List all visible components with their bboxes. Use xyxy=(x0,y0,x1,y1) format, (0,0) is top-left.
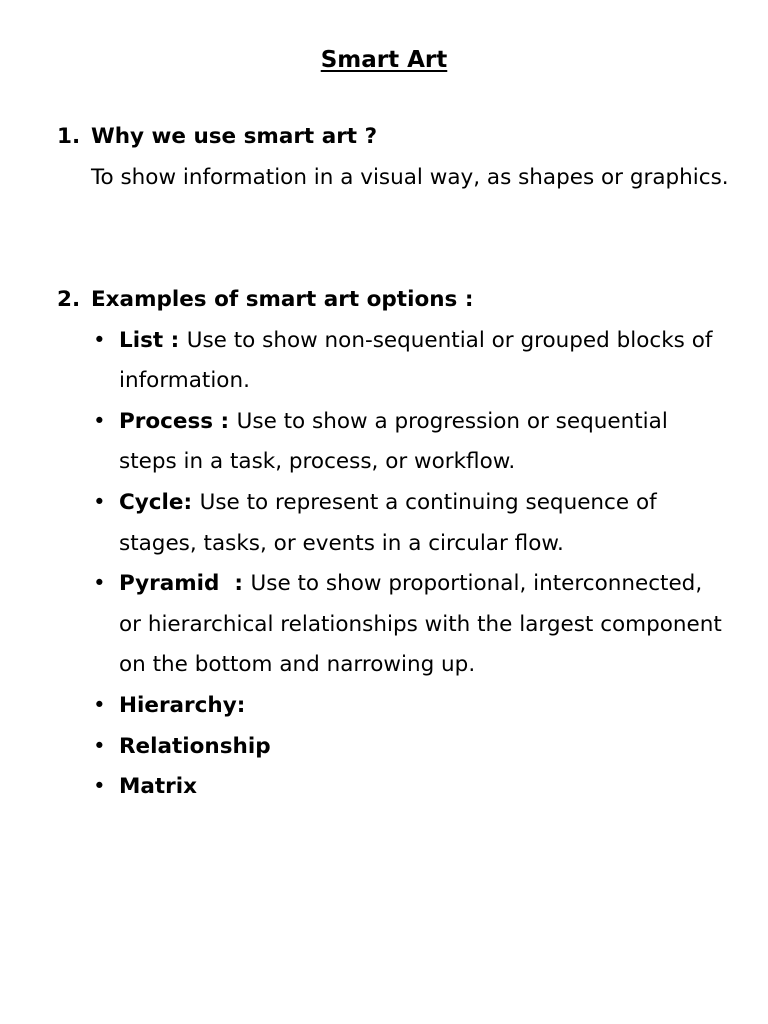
section-body-text: To show information in a visual way, as shapes or graphics. xyxy=(91,164,729,190)
bullet-icon: • xyxy=(93,571,106,597)
item-term: Process : xyxy=(119,408,237,434)
section-examples xyxy=(0,280,768,808)
section-heading: Why we use smart art ? xyxy=(91,124,378,149)
bullet-list xyxy=(0,321,768,808)
bullet-icon: • xyxy=(93,489,106,515)
list-item-process xyxy=(0,402,729,483)
list-item-matrix xyxy=(0,767,729,808)
item-term: List : xyxy=(119,327,187,353)
item-description: Use to show proportional, interconnected, or hierarchical relationships with the largest component on the bottom and narrowing up. xyxy=(119,571,722,678)
bullet-icon: • xyxy=(93,774,106,800)
list-item-hierarchy xyxy=(0,686,729,727)
list-item-pyramid xyxy=(0,564,729,686)
bullet-icon: • xyxy=(93,733,106,759)
item-description: Use to represent a continuing sequence of stages, tasks, or events in a circular flow. xyxy=(119,489,657,556)
list-item-list xyxy=(0,321,729,402)
item-description: Use to show a progression or sequential steps in a task, process, or workflow. xyxy=(119,408,668,475)
section-heading-row xyxy=(0,280,768,321)
section-heading: Examples of smart art options : xyxy=(91,287,474,312)
section-why-use xyxy=(0,117,768,198)
page-title: Smart Art xyxy=(320,47,448,73)
item-description: Use to show non-sequential or grouped blocks of information. xyxy=(119,327,713,394)
item-term: Pyramid : xyxy=(119,571,251,597)
bullet-icon: • xyxy=(93,408,106,434)
section-heading-row xyxy=(0,117,768,158)
item-term: Matrix xyxy=(119,774,198,800)
item-term: Hierarchy: xyxy=(119,692,246,718)
list-item-relationship xyxy=(0,727,729,768)
bullet-icon: • xyxy=(93,692,106,718)
list-item-cycle xyxy=(0,483,729,564)
section-number: 2. xyxy=(57,287,81,312)
item-term: Relationship xyxy=(119,733,271,759)
section-number: 1. xyxy=(57,124,81,149)
bullet-icon: • xyxy=(93,327,106,353)
item-term: Cycle: xyxy=(119,489,200,515)
